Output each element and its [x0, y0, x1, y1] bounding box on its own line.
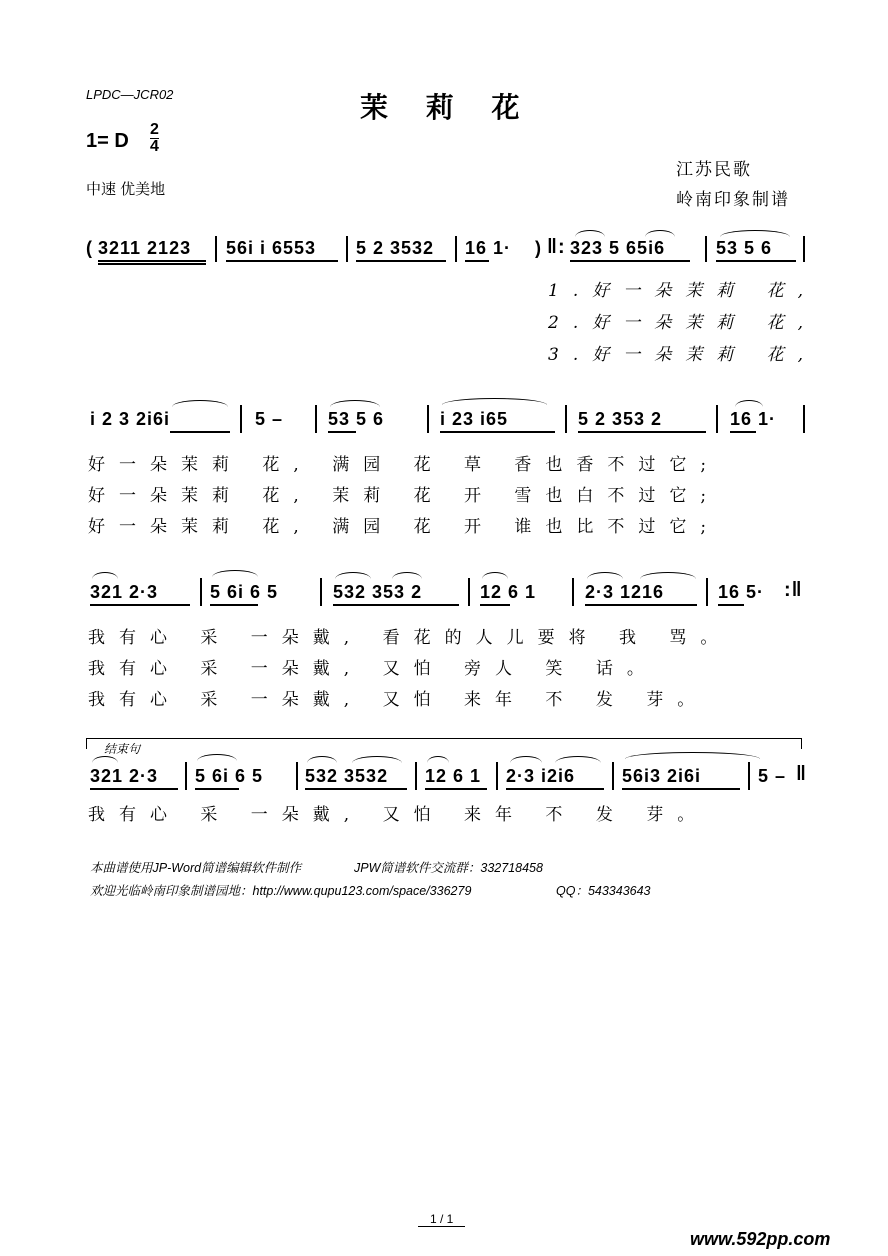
measure-15: 532 353 2 — [333, 582, 423, 602]
underline — [226, 260, 338, 262]
ending-label: 结束句 — [104, 742, 141, 756]
barline — [185, 762, 187, 790]
measure-10: i 23 i65 — [440, 409, 509, 429]
measure-24: 56i3 2i6i — [622, 766, 702, 786]
slur — [625, 752, 760, 759]
barline — [315, 405, 317, 433]
underline — [570, 260, 690, 262]
barline — [455, 236, 457, 262]
barline — [748, 762, 750, 790]
footer-qq: QQ：543343643 — [556, 884, 651, 898]
measure-21: 532 3532 — [305, 766, 389, 786]
barline — [240, 405, 242, 433]
underline — [195, 788, 239, 790]
slur — [330, 400, 380, 407]
slur — [510, 756, 542, 763]
barline — [803, 236, 805, 262]
underline — [480, 604, 510, 606]
measure-22: 12 6 1 — [425, 766, 482, 786]
slur — [735, 400, 763, 407]
intro-open: ( — [86, 238, 93, 258]
lyric-ending: 我有心 采 一朵戴, 又怕 来年 不 发 芽。 — [88, 805, 709, 825]
underline — [98, 260, 206, 262]
ending-bracket — [86, 738, 802, 749]
repeat-start: ‖: — [547, 236, 566, 258]
barline — [803, 405, 805, 433]
measure-14: 5 6i 6 5 — [210, 582, 279, 602]
intro-close: ) — [535, 238, 542, 258]
page-title: 茉 莉 花 — [360, 91, 534, 124]
measure-5: 323 5 65i6 — [570, 238, 666, 258]
lyric-verse-3: 我有心 采 一朵戴, 又怕 来年 不 发 芽。 — [88, 690, 709, 710]
barline — [612, 762, 614, 790]
underline — [440, 431, 555, 433]
measure-20: 5 6i 6 5 — [195, 766, 264, 786]
final-barline: ‖ — [796, 763, 807, 785]
barline — [572, 578, 574, 606]
score-code: LPDC—JCR02 — [86, 87, 174, 102]
measure-16: 12 6 1 — [480, 582, 537, 602]
barline — [705, 236, 707, 262]
underline — [716, 260, 796, 262]
lyric-verse-3: 3.好一朵茉莉 花, — [548, 345, 818, 365]
slur — [335, 572, 371, 579]
barline — [706, 578, 708, 606]
slur — [392, 572, 422, 579]
measure-2: 56i i 6553 — [226, 238, 317, 258]
lyric-verse-3: 好一朵茉莉 花, 满园 花 开 谁也比不过它; — [88, 517, 721, 537]
barline — [200, 578, 202, 606]
measure-17: 2·3 1216 — [585, 582, 665, 602]
slur — [212, 570, 258, 577]
slur — [197, 754, 237, 761]
measure-25: 5 – — [758, 766, 787, 786]
page-number: 1 / 1 — [418, 1212, 465, 1227]
slur — [720, 230, 790, 237]
barline — [468, 578, 470, 606]
time-signature: 2 4 — [150, 121, 159, 155]
barline — [346, 236, 348, 262]
lyric-verse-2: 2.好一朵茉莉 花, — [548, 313, 818, 333]
barline — [215, 236, 217, 262]
underline — [506, 788, 604, 790]
underline — [730, 431, 756, 433]
underline — [210, 604, 258, 606]
measure-9: 53 5 6 — [328, 409, 385, 429]
measure-1: 3211 2123 — [98, 238, 192, 258]
slur — [92, 756, 118, 763]
measure-19: 321 2·3 — [90, 766, 159, 786]
slur — [640, 572, 696, 579]
slur — [427, 756, 449, 763]
slur — [587, 572, 623, 579]
underline — [90, 788, 178, 790]
barline — [427, 405, 429, 433]
underline — [328, 431, 356, 433]
watermark-link[interactable]: www.592pp.com — [690, 1229, 831, 1249]
underline — [425, 788, 487, 790]
slur — [172, 400, 228, 407]
measure-18: 16 5· — [718, 582, 765, 602]
footer-software: 本曲谱使用JP-Word简谱编辑软件制作 — [90, 861, 302, 875]
underline — [585, 604, 697, 606]
barline — [496, 762, 498, 790]
measure-7: i 2 3 2i6i — [90, 409, 171, 429]
measure-11: 5 2 353 2 — [578, 409, 663, 429]
lyric-verse-1: 1.好一朵茉莉 花, — [548, 281, 818, 301]
measure-3: 5 2 3532 — [356, 238, 435, 258]
slur — [92, 572, 118, 579]
underline — [718, 604, 744, 606]
repeat-end: :‖ — [784, 579, 803, 601]
lyric-verse-1: 我有心 采 一朵戴, 看花的人儿要将 我 骂。 — [88, 628, 732, 648]
slur — [442, 398, 547, 405]
origin-label: 江苏民歌 — [676, 160, 752, 180]
lyric-verse-2: 我有心 采 一朵戴, 又怕 旁人 笑 话。 — [88, 659, 658, 679]
barline — [320, 578, 322, 606]
key-signature: 1= D — [86, 130, 129, 152]
measure-4: 16 1· — [465, 238, 512, 258]
underline — [90, 604, 190, 606]
underline — [98, 263, 206, 265]
underline — [333, 604, 459, 606]
underline — [578, 431, 706, 433]
slur — [482, 572, 508, 579]
slur — [352, 756, 402, 763]
slur — [307, 756, 337, 763]
underline — [622, 788, 740, 790]
underline — [170, 431, 230, 433]
arranger-label: 岭南印象制谱 — [676, 190, 790, 210]
footer-group: JPW简谱软件交流群：332718458 — [354, 861, 543, 875]
lyric-verse-1: 好一朵茉莉 花, 满园 花 草 香也香不过它; — [88, 455, 721, 475]
barline — [415, 762, 417, 790]
underline — [305, 788, 407, 790]
measure-13: 321 2·3 — [90, 582, 159, 602]
slur — [555, 756, 601, 763]
measure-12: 16 1· — [730, 409, 777, 429]
measure-8: 5 – — [255, 409, 284, 429]
barline — [296, 762, 298, 790]
tempo-marking: 中速 优美地 — [86, 181, 166, 198]
measure-6: 53 5 6 — [716, 238, 773, 258]
underline — [356, 260, 446, 262]
lyric-verse-2: 好一朵茉莉 花, 茉莉 花 开 雪也白不过它; — [88, 486, 721, 506]
slur — [575, 230, 605, 237]
barline — [565, 405, 567, 433]
barline — [716, 405, 718, 433]
footer-site: 欢迎光临岭南印象制谱园地：http://www.qupu123.com/space/336279 — [90, 884, 472, 898]
underline — [465, 260, 489, 262]
slur — [645, 230, 675, 237]
measure-23: 2·3 i2i6 — [506, 766, 576, 786]
